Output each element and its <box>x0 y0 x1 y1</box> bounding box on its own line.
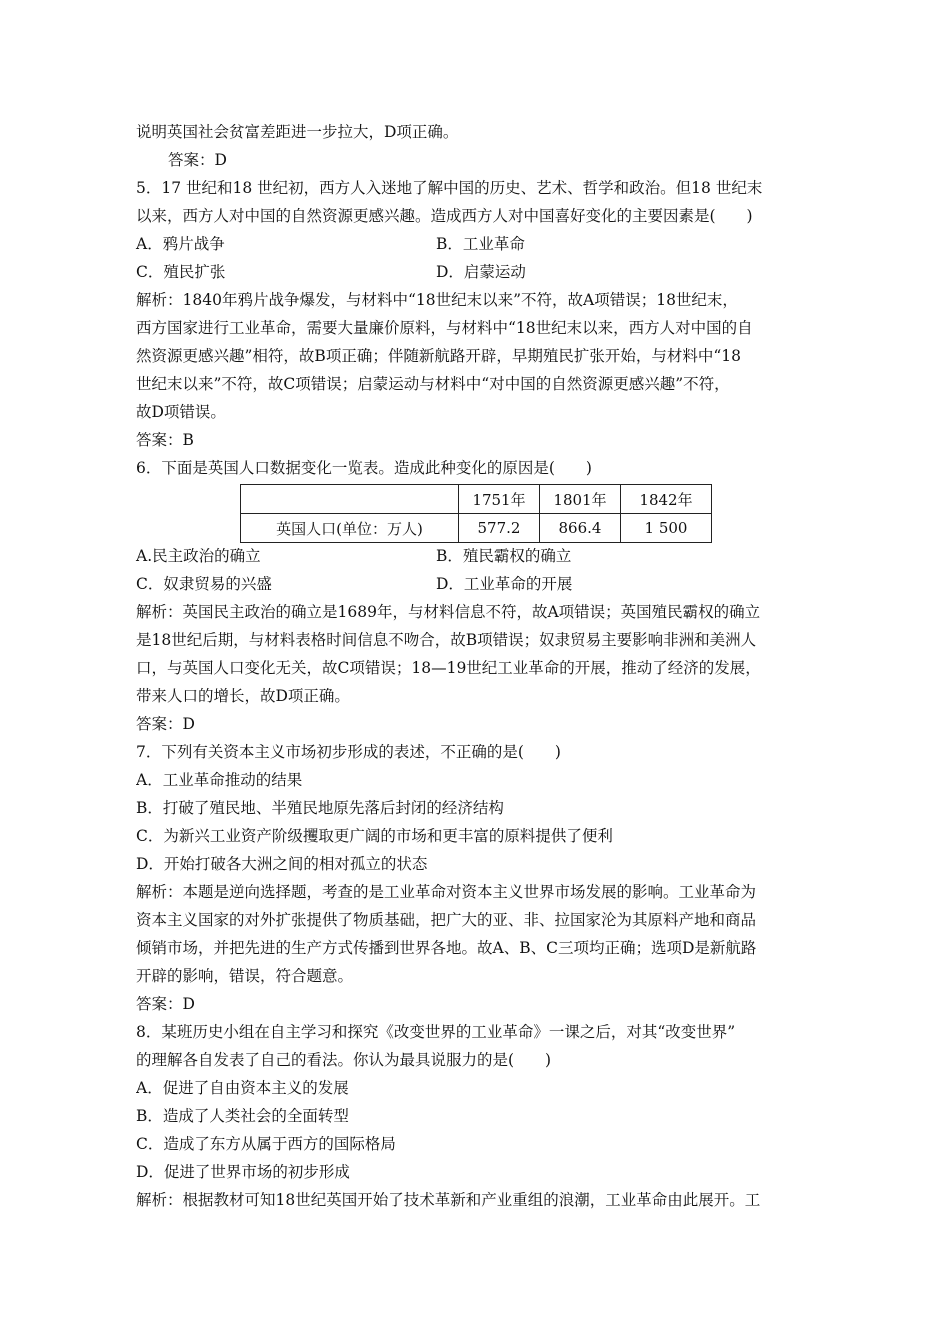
table-header-cell: 1801年 <box>540 485 621 514</box>
q8-option-b: B．造成了人类社会的全面转型 <box>136 1107 349 1125</box>
q7-analysis-line: 倾销市场，并把先进的生产方式传播到世界各地。故A、B、C三项均正确；选项D是新航路 <box>136 939 757 957</box>
q5-answer: 答案：B <box>136 431 194 449</box>
q8-analysis-line: 解析：根据教材可知18世纪英国开始了技术革新和产业重组的浪潮，工业革命由此展开。工 <box>136 1191 761 1209</box>
q7-analysis-line: 资本主义国家的对外扩张提供了物质基础，把广大的亚、非、拉国家沦为其原料产地和商品 <box>136 911 757 929</box>
table-header-cell: 1751年 <box>459 485 540 514</box>
q6-option-d: D．工业革命的开展 <box>436 575 573 593</box>
q5-analysis-line: 解析：1840年鸦片战争爆发，与材料中“18世纪末以来”不符，故A项错误；18世纪末， <box>136 291 738 309</box>
table-cell: 1 500 <box>621 514 712 543</box>
q5-options-row <box>136 234 816 254</box>
q6-option-a: A.民主政治的确立 <box>136 547 261 565</box>
q8-option-c: C．造成了东方从属于西方的国际格局 <box>136 1135 396 1153</box>
q6-options-row <box>136 574 816 594</box>
table-header-row <box>241 485 712 514</box>
q6-stem: 6．下面是英国人口数据变化一览表。造成此种变化的原因是( ) <box>136 459 592 477</box>
table-header-cell: 1842年 <box>621 485 712 514</box>
q5-options-row <box>136 262 816 282</box>
q6-option-c: C．奴隶贸易的兴盛 <box>136 575 272 593</box>
q7-answer: 答案：D <box>136 995 195 1013</box>
population-table <box>240 484 712 543</box>
q6-analysis-line: 解析：英国民主政治的确立是1689年，与材料信息不符，故A项错误；英国殖民霸权的确立 <box>136 603 761 621</box>
q7-analysis-line: 开辟的影响，错误，符合题意。 <box>136 967 354 985</box>
q8-option-a: A．促进了自由资本主义的发展 <box>136 1079 349 1097</box>
table-cell: 英国人口(单位：万人) <box>241 514 459 543</box>
q4-analysis-line: 说明英国社会贫富差距进一步拉大，D项正确。 <box>136 123 459 141</box>
q5-stem-line: 5．17 世纪和18 世纪初，西方人入迷地了解中国的历史、艺术、哲学和政治。但18 世纪末 <box>136 179 763 197</box>
q4-answer: 答案：D <box>168 151 227 169</box>
q6-analysis-line: 带来人口的增长，故D项正确。 <box>136 687 350 705</box>
table-header-cell <box>241 485 459 514</box>
q7-analysis-line: 解析：本题是逆向选择题，考查的是工业革命对资本主义世界市场发展的影响。工业革命为 <box>136 883 757 901</box>
q8-stem-line: 8．某班历史小组在自主学习和探究《改变世界的工业革命》一课之后，对其“改变世界” <box>136 1023 736 1041</box>
q7-option-a: A．工业革命推动的结果 <box>136 771 303 789</box>
q6-answer: 答案：D <box>136 715 195 733</box>
q8-stem-line: 的理解各自发表了自己的看法。你认为最具说服力的是( ) <box>136 1051 552 1069</box>
q8-option-d: D．促进了世界市场的初步形成 <box>136 1163 350 1181</box>
q7-option-d: D．开始打破各大洲之间的相对孤立的状态 <box>136 855 428 873</box>
q5-option-b: B．工业革命 <box>436 235 525 253</box>
q7-option-c: C．为新兴工业资产阶级攫取更广阔的市场和更丰富的原料提供了便利 <box>136 827 613 845</box>
table-cell: 577.2 <box>459 514 540 543</box>
q5-option-d: D．启蒙运动 <box>436 263 526 281</box>
q5-analysis-line: 故D项错误。 <box>136 403 226 421</box>
q5-option-a: A．鸦片战争 <box>136 235 225 253</box>
q6-analysis-line: 口，与英国人口变化无关，故C项错误；18—19世纪工业革命的开展，推动了经济的发展， <box>136 659 761 677</box>
table-row <box>241 514 712 543</box>
q7-option-b: B．打破了殖民地、半殖民地原先落后封闭的经济结构 <box>136 799 504 817</box>
q5-analysis-line: 西方国家进行工业革命，需要大量廉价原料，与材料中“18世纪末以来，西方人对中国的自 <box>136 319 753 337</box>
q5-analysis-line: 世纪末以来”不符，故C项错误；启蒙运动与材料中“对中国的自然资源更感兴趣”不符， <box>136 375 730 393</box>
q6-analysis-line: 是18世纪后期，与材料表格时间信息不吻合，故B项错误；奴隶贸易主要影响非洲和美洲人 <box>136 631 757 649</box>
table-cell: 866.4 <box>540 514 621 543</box>
q5-stem-line: 以来，西方人对中国的自然资源更感兴趣。造成西方人对中国喜好变化的主要因素是( ) <box>136 207 753 225</box>
q7-stem: 7．下列有关资本主义市场初步形成的表述，不正确的是( ) <box>136 743 561 761</box>
q6-options-row <box>136 546 816 566</box>
q6-option-b: B．殖民霸权的确立 <box>436 547 572 565</box>
q5-option-c: C．殖民扩张 <box>136 263 226 281</box>
q5-analysis-line: 然资源更感兴趣”相符，故B项正确；伴随新航路开辟，早期殖民扩张开始，与材料中“18 <box>136 347 741 365</box>
